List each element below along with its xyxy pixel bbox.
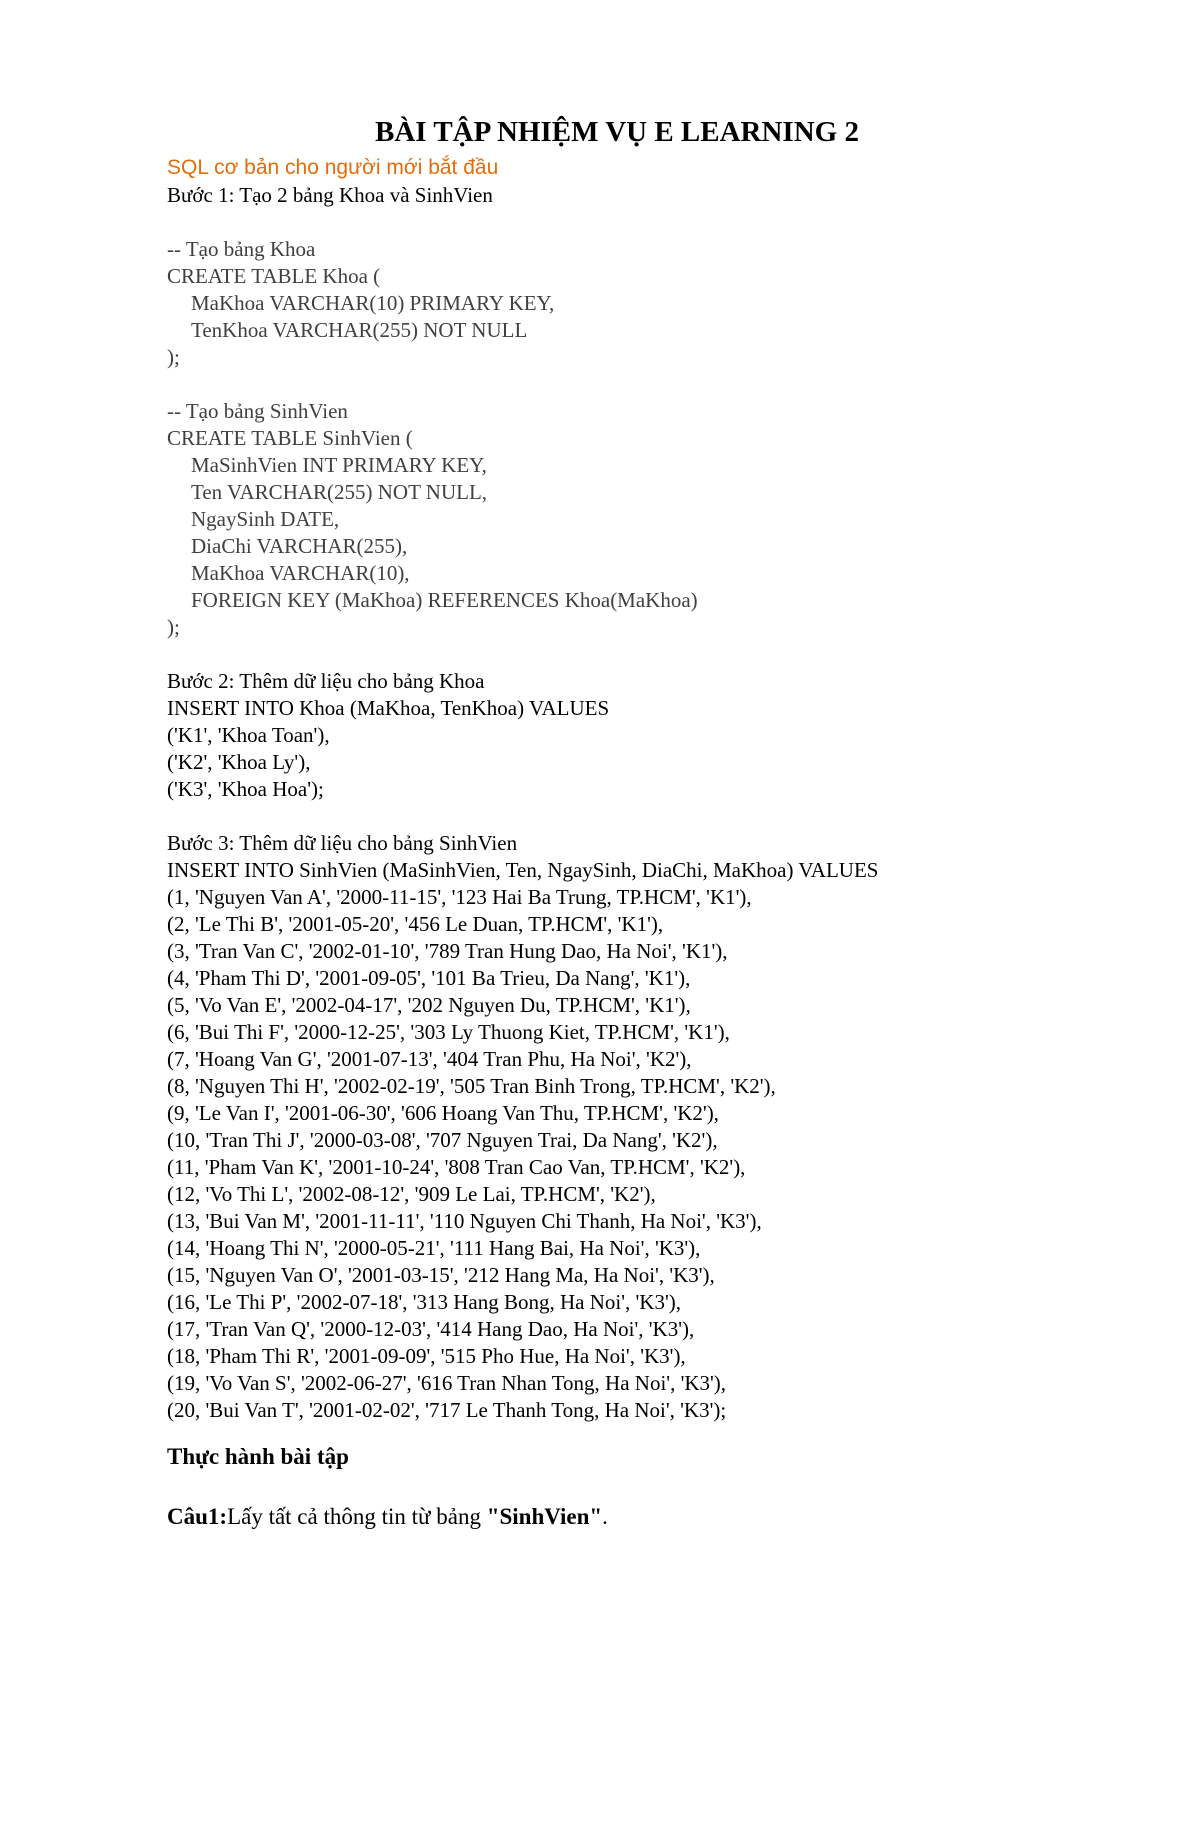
insert-row: (7, 'Hoang Van G', '2001-07-13', '404 Tran Phu, Ha Noi', 'K2'), bbox=[167, 1047, 692, 1071]
question-text: Lấy tất cả thông tin từ bảng bbox=[227, 1504, 487, 1529]
insert-row: ('K2', 'Khoa Ly'), bbox=[167, 750, 311, 774]
insert-row: (5, 'Vo Van E', '2002-04-17', '202 Nguyen Du, TP.HCM', 'K1'), bbox=[167, 993, 691, 1017]
spacer bbox=[167, 641, 1067, 668]
insert-row: ('K3', 'Khoa Hoa'); bbox=[167, 777, 324, 801]
insert-row: ('K1', 'Khoa Toan'), bbox=[167, 723, 330, 747]
insert-row: (1, 'Nguyen Van A', '2000-11-15', '123 Hai Ba Trung, TP.HCM', 'K1'), bbox=[167, 885, 752, 909]
spacer bbox=[167, 209, 1067, 236]
insert-row: (17, 'Tran Van Q', '2000-12-03', '414 Hang Dao, Ha Noi', 'K3'), bbox=[167, 1317, 695, 1341]
question-table-name: "SinhVien" bbox=[486, 1504, 603, 1529]
code-line: NgaySinh DATE, bbox=[191, 507, 340, 531]
question-end: . bbox=[602, 1504, 608, 1529]
document-title: BÀI TẬP NHIỆM VỤ E LEARNING 2 bbox=[375, 116, 859, 148]
insert-row: (13, 'Bui Van M', '2001-11-11', '110 Nguyen Chi Thanh, Ha Noi', 'K3'), bbox=[167, 1209, 762, 1233]
question-label: Câu1: bbox=[167, 1504, 228, 1529]
insert-row: (11, 'Pham Van K', '2001-10-24', '808 Tran Cao Van, TP.HCM', 'K2'), bbox=[167, 1155, 746, 1179]
insert-row: (12, 'Vo Thi L', '2002-08-12', '909 Le Lai, TP.HCM', 'K2'), bbox=[167, 1182, 656, 1206]
insert-row: (15, 'Nguyen Van O', '2001-03-15', '212 Hang Ma, Ha Noi', 'K3'), bbox=[167, 1263, 715, 1287]
code-line: DiaChi VARCHAR(255), bbox=[191, 534, 408, 558]
code-line: FOREIGN KEY (MaKhoa) REFERENCES Khoa(MaKhoa) bbox=[191, 588, 698, 612]
insert-statement: INSERT INTO SinhVien (MaSinhVien, Ten, NgaySinh, DiaChi, MaKhoa) VALUES bbox=[167, 858, 879, 882]
step2-block bbox=[167, 668, 1067, 803]
code-line: MaSinhVien INT PRIMARY KEY, bbox=[191, 453, 487, 477]
insert-row: (16, 'Le Thi P', '2002-07-18', '313 Hang Bong, Ha Noi', 'K3'), bbox=[167, 1290, 681, 1314]
insert-row: (10, 'Tran Thi J', '2000-03-08', '707 Nguyen Trai, Da Nang', 'K2'), bbox=[167, 1128, 718, 1152]
code-line: TenKhoa VARCHAR(255) NOT NULL bbox=[191, 318, 528, 342]
spacer bbox=[167, 803, 1067, 830]
insert-row: (6, 'Bui Thi F', '2000-12-25', '303 Ly Thuong Kiet, TP.HCM', 'K1'), bbox=[167, 1020, 730, 1044]
practice-heading: Thực hành bài tập bbox=[167, 1444, 349, 1469]
step3-label: Bước 3: Thêm dữ liệu cho bảng SinhVien bbox=[167, 831, 518, 855]
spacer bbox=[167, 371, 1067, 398]
insert-row: (9, 'Le Van I', '2001-06-30', '606 Hoang Van Thu, TP.HCM', 'K2'), bbox=[167, 1101, 719, 1125]
code-line: ); bbox=[167, 345, 180, 369]
step2-label: Bước 2: Thêm dữ liệu cho bảng Khoa bbox=[167, 669, 485, 693]
code-line: MaKhoa VARCHAR(10), bbox=[191, 561, 410, 585]
insert-row: (8, 'Nguyen Thi H', '2002-02-19', '505 Tran Binh Trong, TP.HCM', 'K2'), bbox=[167, 1074, 776, 1098]
create-sinhvien-block bbox=[167, 398, 1067, 641]
code-line: CREATE TABLE SinhVien ( bbox=[167, 426, 413, 450]
code-line: CREATE TABLE Khoa ( bbox=[167, 264, 381, 288]
code-comment: -- Tạo bảng SinhVien bbox=[167, 399, 348, 423]
insert-row: (2, 'Le Thi B', '2001-05-20', '456 Le Duan, TP.HCM', 'K1'), bbox=[167, 912, 664, 936]
code-line: ); bbox=[167, 615, 180, 639]
create-khoa-block bbox=[167, 236, 1067, 371]
insert-row: (3, 'Tran Van C', '2002-01-10', '789 Tran Hung Dao, Ha Noi', 'K1'), bbox=[167, 939, 728, 963]
code-line: MaKhoa VARCHAR(10) PRIMARY KEY, bbox=[191, 291, 555, 315]
question-1 bbox=[167, 1502, 1067, 1532]
insert-row: (18, 'Pham Thi R', '2001-09-09', '515 Pho Hue, Ha Noi', 'K3'), bbox=[167, 1344, 686, 1368]
insert-row: (4, 'Pham Thi D', '2001-09-05', '101 Ba Trieu, Da Nang', 'K1'), bbox=[167, 966, 691, 990]
step3-block bbox=[167, 830, 1067, 1424]
code-comment: -- Tạo bảng Khoa bbox=[167, 237, 316, 261]
insert-row: (20, 'Bui Van T', '2001-02-02', '717 Le Thanh Tong, Ha Noi', 'K3'); bbox=[167, 1398, 727, 1422]
step1-label: Bước 1: Tạo 2 bảng Khoa và SinhVien bbox=[167, 183, 493, 207]
insert-row: (19, 'Vo Van S', '2002-06-27', '616 Tran Nhan Tong, Ha Noi', 'K3'), bbox=[167, 1371, 727, 1395]
code-line: Ten VARCHAR(255) NOT NULL, bbox=[191, 480, 488, 504]
document-content bbox=[167, 110, 1067, 1532]
insert-statement: INSERT INTO Khoa (MaKhoa, TenKhoa) VALUES bbox=[167, 696, 610, 720]
document-subtitle: SQL cơ bản cho người mới bắt đầu bbox=[167, 156, 499, 179]
insert-row: (14, 'Hoang Thi N', '2000-05-21', '111 Hang Bai, Ha Noi', 'K3'), bbox=[167, 1236, 701, 1260]
